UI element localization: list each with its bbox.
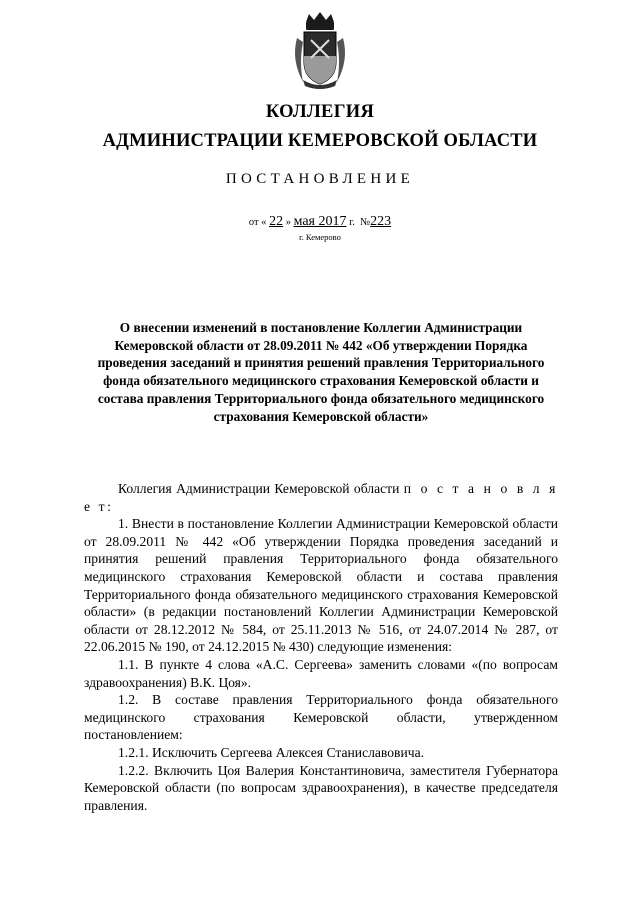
number-label: № [360, 217, 371, 228]
left-wreath-icon [295, 38, 303, 82]
paragraph-1-2-2: 1.2.2. Включить Цоя Валерия Константиновича, заместителя Губернатора Кемеровской области (по вопросам здравоохранения), в качестве председателя правления. [84, 762, 558, 813]
date-year-suffix: г. [349, 217, 355, 228]
document-subject: О внесении изменений в постановление Коллегии Администрации Кемеровской области от 28.09.2011 № 442 «Об утверждении Порядка проведения заседаний и принятия решений правления Территориального фонда обязательного медицинского страхования Кемеровской области и состава правления Территориального фонда обязательного медицинского страхования Кемеровской области» [97, 320, 545, 424]
intro-paragraph [84, 480, 558, 515]
date-line [0, 214, 640, 230]
paragraph-1-2-1: 1.2.1. Исключить Сергеева Алексея Станиславовича. [118, 744, 425, 760]
document-body [84, 480, 558, 814]
right-wreath-icon [337, 38, 345, 82]
date-day: 22 [269, 214, 284, 229]
crown-icon [306, 12, 334, 30]
intro-text: Коллегия Администрации Кемеровской области [118, 481, 400, 496]
paragraph-1: 1. Внести в постановление Коллегии Администрации Кемеровской области от 28.09.2011 № 442 «Об утверждении Порядка проведения заседаний и принятия решений правления Территориального фонда обязательного медицинского страхования Кемеровской области и состава правления Территориального фонда обязательного медицинского страхования Кемеровской области» (в редакции постановлений Коллегии Администрации Кемеровской области от 28.12.2012 № 584, от 25.11.2013 № 516, от 24.07.2014 № 287, от 22.06.2015 № 190, от 24.12.2015 № 430) следующие изменения: [84, 516, 558, 655]
paragraph-1-1: 1.1. В пункте 4 слова «А.С. Сергеева» заменить словами «(по вопросам здравоохранения) В.К. Цоя». [84, 656, 558, 690]
intro-verb: п о с т а н о в л я е т: [84, 481, 559, 514]
place-of-issue: г. Кемерово [299, 232, 341, 242]
coat-of-arms-emblem [289, 12, 351, 90]
date-month-year: мая 2017 [293, 214, 347, 229]
org-name-line-1: КОЛЛЕГИЯ [265, 102, 375, 122]
date-mid: » [285, 217, 291, 228]
date-prefix: от « [248, 217, 267, 228]
org-name-line-2: АДМИНИСТРАЦИИ КЕМЕРОВСКОЙ ОБЛАСТИ [102, 131, 538, 151]
document-type: ПОСТАНОВЛЕНИЕ [225, 171, 415, 187]
paragraph-1-2: 1.2. В составе правления Территориального фонда обязательного медицинского страхования Кемеровской области, утвержденном постановлением: [84, 692, 558, 743]
document-number: 223 [370, 214, 392, 229]
